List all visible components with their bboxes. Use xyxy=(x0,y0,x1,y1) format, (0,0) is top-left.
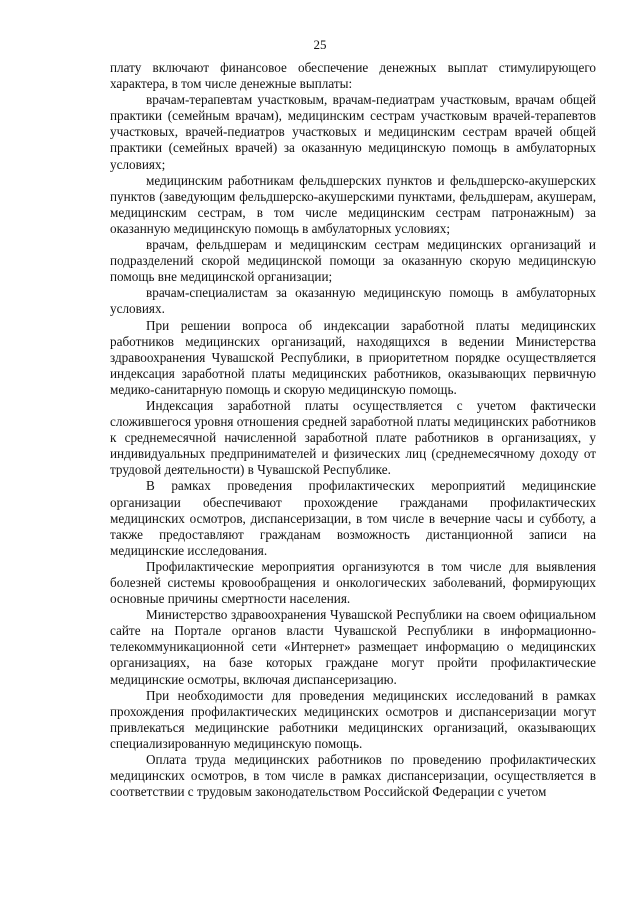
paragraph: Оплата труда медицинских работников по проведению профилактических медицинских осмотров, в том числе в рамках диспансеризации, осуществляется в соответствии с трудовым законодательством Российской Федерации с учетом xyxy=(110,752,596,800)
paragraph: Министерство здравоохранения Чувашской Республики на своем официальном сайте на Портале органов власти Чувашской Республики в информационно-телекоммуникационной сети «Интернет» размещает информацию о медицинских организациях, на базе которых граждане могут пройти профилактические медицинские осмотры, включая диспансеризацию. xyxy=(110,607,596,687)
body-text xyxy=(110,60,596,800)
paragraph: При необходимости для проведения медицинских исследований в рамках прохождения профилактических медицинских осмотров и диспансеризации могут привлекаться медицинские работники медицинских организаций, оказывающих специализированную медицинскую помощь. xyxy=(110,687,596,751)
paragraph: медицинским работникам фельдшерских пунктов и фельдшерско-акушерских пунктов (заведующим фельдшерско-акушерскими пунктами, фельдшерам, акушерам, медицинским сестрам, в том числе медицинским сестрам патронажным) за оказанную медицинскую помощь в амбулаторных условиях; xyxy=(110,172,596,236)
paragraph: Профилактические мероприятия организуются в том числе для выявления болезней системы кровообращения и онкологических заболеваний, формирующих основные причины смертности населения. xyxy=(110,558,596,607)
paragraph: При решении вопроса об индексации заработной платы медицинских работников медицинских организаций, находящихся в ведении Министерства здравоохранения Чувашской Республики, в приоритетном порядке осуществляется индексация заработной платы медицинских работников, оказывающих первичную медико-санитарную помощь и скорую медицинскую помощь. xyxy=(110,317,596,397)
paragraph: В рамках проведения профилактических мероприятий медицинские организации обеспечивают прохождение гражданами профилактических медицинских осмотров, диспансеризации, в том числе в вечерние часы и субботу, а также предоставляют гражданам возможность дистанционной записи на медицинские исследования. xyxy=(110,478,596,558)
paragraph: врачам-специалистам за оказанную медицинскую помощь в амбулаторных условиях. xyxy=(110,285,596,317)
paragraph: врачам-терапевтам участковым, врачам-педиатрам участковым, врачам общей практики (семейным врачам), медицинским сестрам участковым врачей-терапевтов участковых, врачей-педиатров участковых и медицинским сестрам врачей общей практики (семейных врачей) за оказанную медицинскую помощь в амбулаторных условиях; xyxy=(110,92,596,172)
page-number: 25 xyxy=(313,37,327,52)
paragraph: Индексация заработной платы осуществляется с учетом фактически сложившегося уровня отношения средней заработной платы медицинских работников к среднемесячной начисленной заработной плате работников в организациях, у индивидуальных предпринимателей и физических лиц (среднемесячному доходу от трудовой деятельности) в Чувашской Республике. xyxy=(110,397,596,478)
paragraph: плату включают финансовое обеспечение денежных выплат стимулирующего характера, в том числе денежные выплаты: xyxy=(110,60,596,92)
paragraph: врачам, фельдшерам и медицинским сестрам медицинских организаций и подразделений скорой медицинской помощи за оказанную скорую медицинскую помощь вне медицинской организации; xyxy=(110,237,596,285)
